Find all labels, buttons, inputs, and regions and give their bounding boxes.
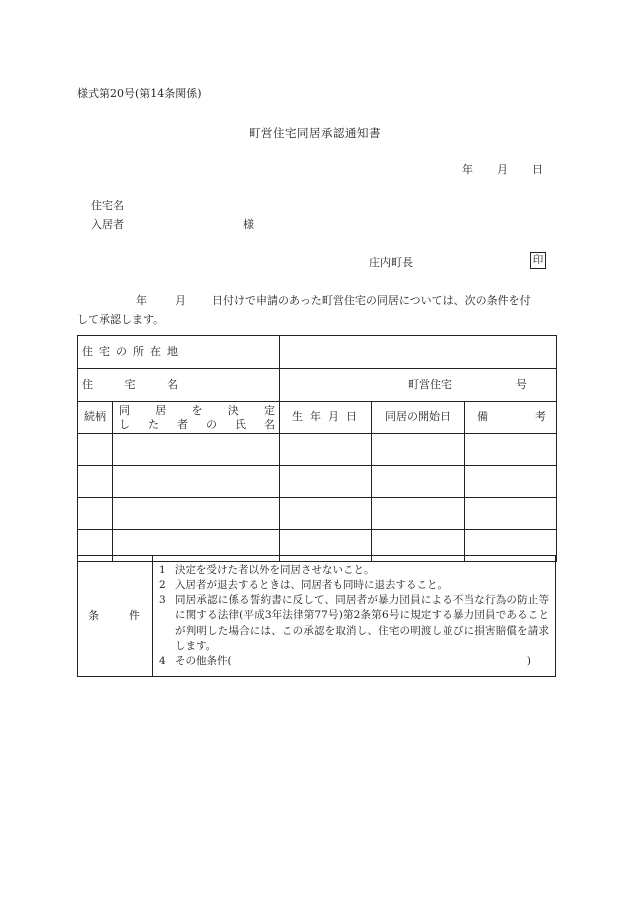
document-title: 町営住宅同居承認通知書	[249, 126, 381, 140]
conditions-list-cell	[153, 556, 556, 677]
housing-label-cell	[78, 369, 280, 402]
start-cell[interactable]	[372, 466, 465, 498]
location-label: 住 宅 の 所 在 地	[82, 344, 178, 358]
date-year: 年	[462, 163, 473, 176]
condition-item: 3 同居承認に係る誓約書に反して、同居者が暴力団員による不当な行為の防止等に関する法律(平成3年法律第77号)第2条第6号に規定する暴力団員であることが判明した場合には、この承認を取消し、住宅の明渡し並びに損害賠償を請求します。	[159, 594, 549, 652]
housing-template: 町営住宅	[408, 378, 452, 391]
date-month: 月	[497, 163, 508, 176]
table-row	[78, 434, 557, 466]
remarks-cell[interactable]	[465, 498, 557, 530]
location-label-cell	[78, 336, 280, 369]
name-cell[interactable]	[113, 498, 280, 530]
conditions-list	[153, 559, 555, 674]
housing-value-cell[interactable]	[280, 369, 557, 402]
housing-number-unit: 号	[516, 378, 527, 391]
start-cell[interactable]	[372, 434, 465, 466]
birth-cell[interactable]	[280, 466, 372, 498]
condition-item: 2 入居者が退去するときは、同居者も同時に退去すること。	[159, 578, 448, 591]
remarks-cell[interactable]	[465, 466, 557, 498]
col-name: 同 居 を 決 定 し た 者 の 氏 名	[113, 402, 280, 434]
conditions-label: 条 件	[88, 608, 140, 622]
col-birth: 生 年 月 日	[280, 402, 372, 434]
body-text-line1	[136, 294, 531, 309]
housing-label: 住 宅 名	[82, 377, 178, 391]
col-remarks: 備 考	[465, 402, 557, 434]
birth-cell[interactable]	[280, 498, 372, 530]
condition-item: 1 決定を受けた者以外を同居させないこと。	[159, 563, 375, 576]
name-cell[interactable]	[113, 466, 280, 498]
body-year: 年	[136, 294, 147, 307]
approval-table	[77, 335, 557, 562]
col-start: 同居の開始日	[372, 402, 465, 434]
col-relation: 続柄	[78, 402, 113, 434]
resident-label: 入居者	[91, 218, 124, 231]
condition-item-other: 4 その他条件( )	[159, 654, 549, 669]
body-month: 月	[175, 294, 186, 307]
relation-cell[interactable]	[78, 434, 113, 466]
conditions-table	[77, 555, 556, 677]
remarks-cell[interactable]	[465, 434, 557, 466]
issuer-title: 庄内町長	[369, 256, 413, 269]
form-number: 様式第20号(第14条関係)	[77, 87, 202, 100]
location-value-cell[interactable]	[280, 336, 557, 369]
seal-mark: 印	[530, 252, 546, 269]
birth-cell[interactable]	[280, 434, 372, 466]
body-text-line2: して承認します。	[77, 313, 165, 326]
housing-name-label: 住宅名	[91, 199, 124, 212]
issue-date	[462, 163, 543, 178]
conditions-label-cell	[78, 556, 153, 677]
relation-cell[interactable]	[78, 498, 113, 530]
name-cell[interactable]	[113, 434, 280, 466]
condition-other-text: その他条件(	[175, 655, 232, 668]
table-row	[78, 466, 557, 498]
date-day: 日	[532, 163, 543, 176]
start-cell[interactable]	[372, 498, 465, 530]
body-line1-rest: 日付けで申請のあった町営住宅の同居については、次の条件を付	[212, 294, 531, 307]
relation-cell[interactable]	[78, 466, 113, 498]
table-row	[78, 498, 557, 530]
honorific: 様	[243, 218, 254, 231]
condition-other-close: )	[526, 655, 531, 668]
